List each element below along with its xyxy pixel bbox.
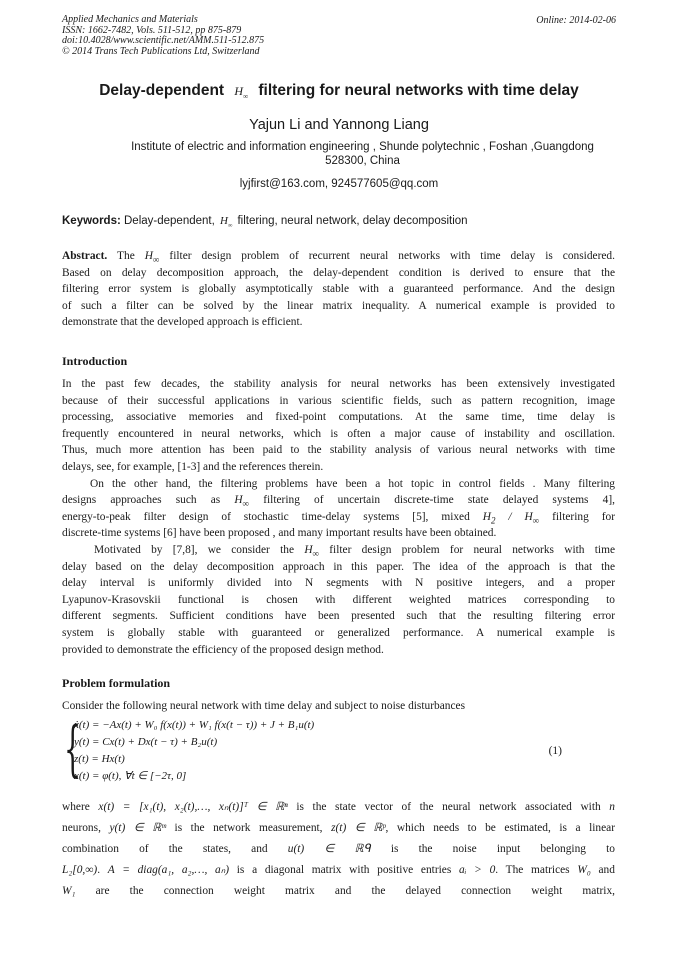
affiliation-line-2: 528300, China — [325, 155, 400, 167]
title-part-2: filtering for neural networks with time delay — [258, 82, 579, 99]
intro-line: delay based on the delay decomposition approach in this paper. The idea of the approach is that the — [62, 560, 615, 573]
keywords-part-2: filtering, neural network, delay decomposition — [237, 215, 468, 227]
intro-line: because of their successful applications in various scientific fields, such as pattern recognition, image — [62, 394, 615, 407]
problem-line: Consider the following neural network with time delay and subject to noise disturbances — [62, 700, 466, 712]
paper-title — [0, 82, 678, 100]
intro-line: energy-to-peak filter design of stochastic time-delay systems [5], mixed $H_2 / H_\infty$ filtering for — [62, 510, 615, 526]
abstract-line: demonstrate that the developed approach is efficient. — [62, 316, 303, 329]
intro-line: In the past few decades, the stability analysis for neural networks has been extensively investigated — [62, 378, 615, 390]
intro-line: delay interval is uniformly divided into N segments with N positive integers, and a proper — [62, 577, 615, 590]
equation-number: (1) — [548, 745, 562, 757]
intro-line: system is globally stable with guaranteed or generalized performance. A numerical example is — [62, 626, 615, 639]
problem-line: combination of the states, and u(t) ∈ ℝᑫ is the noise input belonging to — [62, 843, 615, 855]
intro-line: provided to demonstrate the efficiency of the proposed design method. — [62, 643, 384, 656]
abstract-line: of such a filter can be solved by the linear matrix inequality. A numerical example is provided to — [62, 299, 615, 312]
equation-line: x(t) = φ(t), ∀t ∈ [−2τ, 0] — [74, 770, 187, 782]
keywords — [62, 215, 622, 229]
intro-line: designs approaches such as $H_\infty$ filtering of uncertain discrete-time state delayed systems 4], — [62, 494, 615, 509]
issn-line: ISSN: 1662-7482, Vols. 511-512, pp 875-879 — [62, 24, 242, 36]
equation-line: ẋ(t) = −Ax(t) + W₀ f(x(t)) + W₁ f(x(t − τ)) + J + B₁u(t) — [74, 719, 315, 731]
abstract — [62, 248, 615, 331]
section-heading-problem: Problem formulation — [62, 676, 171, 690]
problem-body — [62, 797, 615, 902]
abstract-line: filtering error system is globally asymptotically stable with a guaranteed performance. And the design — [62, 283, 615, 296]
abstract-line: Based on delay decomposition approach, the delay-dependent condition is derived to ensure that the — [62, 266, 615, 279]
problem-line: W₁ are the connection weight matrix and the delayed connection weight matrix, — [62, 885, 615, 897]
problem-line: L₂[0,∞). A = diag(a₁, a₂,…, aₙ) is a diagonal matrix with positive entries aᵢ > 0. The matrices W₀ and — [62, 864, 615, 876]
equation-line: y(t) = Cx(t) + Dx(t − τ) + B₂u(t) — [74, 736, 218, 748]
title-part-1: Delay-dependent — [99, 82, 225, 99]
problem-intro — [62, 698, 615, 715]
equation-line: z(t) = Hx(t) — [74, 753, 125, 765]
problem-line: neurons, y(t) ∈ ℝᵐ is the network measurement, z(t) ∈ ℝᵖ, which needs to be estimated, is a linear — [62, 822, 615, 834]
intro-line: different segments. Sufficient conditions have been presented such that the resulting filtering error — [62, 610, 615, 623]
equation-brace: { — [64, 714, 82, 784]
section-heading-introduction: Introduction — [62, 354, 128, 368]
equation-1 — [62, 716, 615, 788]
intro-line: On the other hand, the filtering problems have been a hot topic in control fields . Many filtering — [90, 477, 615, 490]
keywords-label: Keywords: — [62, 215, 121, 227]
introduction-body — [62, 376, 615, 658]
intro-line: processing, associative memories and fixed-point computations. At the same time, time delay is — [62, 411, 615, 424]
equation-lines — [74, 717, 314, 785]
intro-line: Lyapunov-Krasovskii functional is chosen with different weighted matrices corresponding to — [62, 593, 615, 606]
problem-line: where x(t) = [x₁(t), x₂(t),…, xₙ(t)]ᵀ ∈ ℝⁿ is the state vector of the neural network associated with n — [62, 801, 615, 813]
abstract-line: Abstract. The $H_\infty$ filter design problem of recurrent neural networks with time delay is considered. — [62, 250, 615, 265]
copyright-line: © 2014 Trans Tech Publications Ltd, Switzerland — [62, 45, 260, 57]
keywords-part-1: Delay-dependent, — [124, 215, 215, 227]
intro-line: Thus, much more attention has been paid to the stability analysis of various neural networks with time — [62, 444, 615, 457]
intro-line: delays, see, for example, [1-3] and the references therein. — [62, 460, 324, 473]
affiliation-line-1: Institute of electric and information engineering , Shunde polytechnic , Foshan ,Guangdong — [131, 141, 594, 153]
authors: Yajun Li and Yannong Liang — [249, 117, 429, 133]
affiliation — [105, 140, 620, 168]
journal-name: Applied Mechanics and Materials — [62, 14, 198, 25]
online-date: Online: 2014-02-06 — [536, 15, 616, 26]
intro-line: frequently encountered in neural networks, which is often a major cause of instability and oscillation. — [62, 427, 615, 440]
journal-header — [62, 15, 264, 57]
keywords-h-infinity: $H_\infty$ — [220, 215, 233, 230]
doi-line: doi:10.4028/www.scientific.net/AMM.511-512.875 — [62, 35, 265, 46]
author-emails: lyjfirst@163.com, 924577605@qq.com — [239, 178, 439, 190]
intro-line: discrete-time systems [6] have been proposed , and many important results have been obtained. — [62, 527, 497, 540]
title-h-infinity: $H_\infty$ — [234, 84, 249, 101]
intro-line: Motivated by [7,8], we consider the $H_\infty$ filter design problem for neural networks with time — [94, 543, 615, 559]
